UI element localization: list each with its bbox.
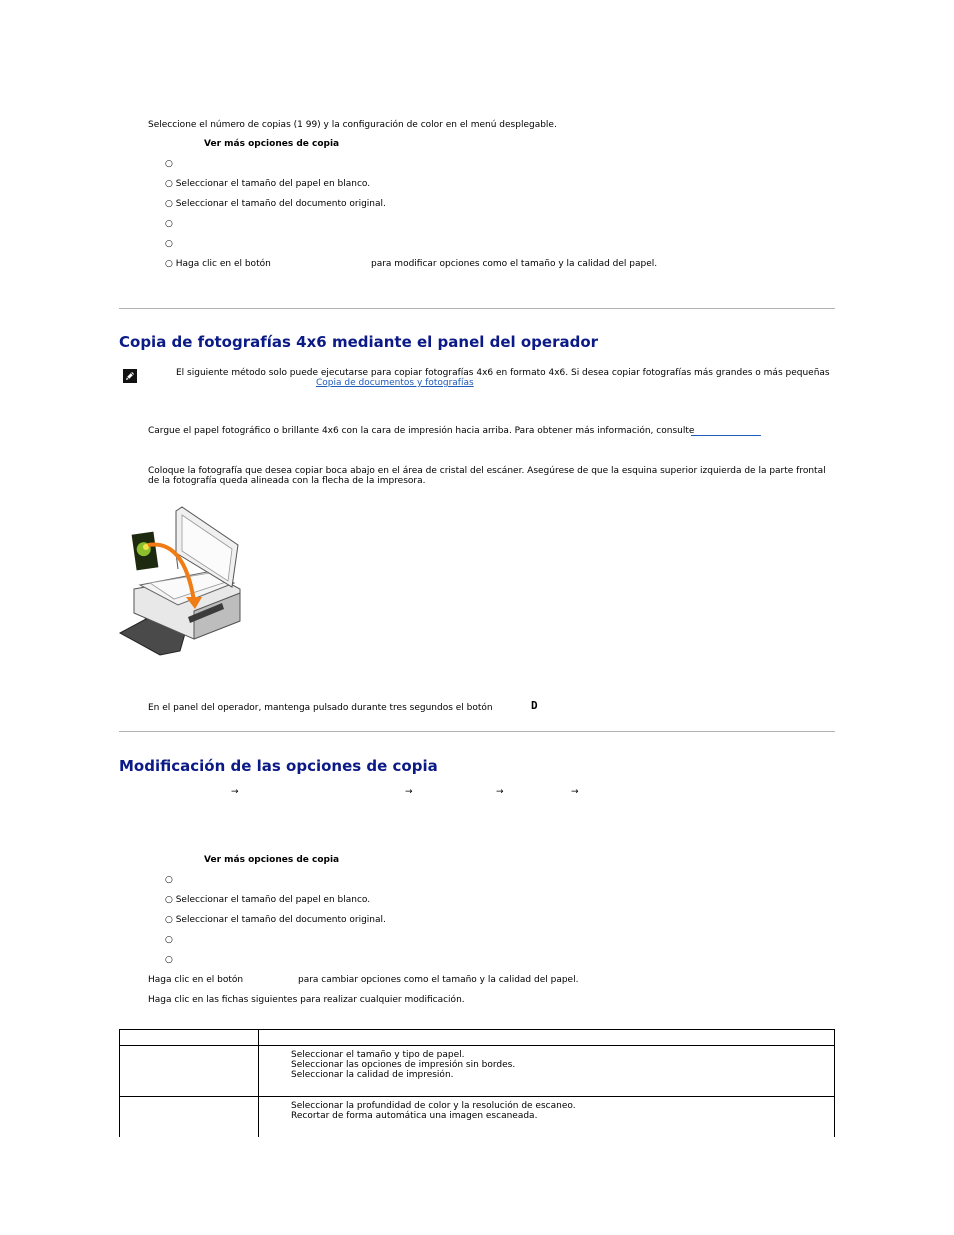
list-item: ○ xyxy=(165,219,173,229)
path-arrow: → xyxy=(231,787,239,797)
table-header-cell xyxy=(120,1030,259,1046)
table-row xyxy=(120,1046,835,1097)
advanced-prefix-text: Haga clic en el botón xyxy=(148,975,244,985)
section-title-modify-options: Modificación de las opciones de copia xyxy=(119,757,438,775)
link-load-paper[interactable] xyxy=(691,426,761,436)
path-arrow: → xyxy=(571,787,579,797)
table-header-cell xyxy=(259,1030,835,1046)
divider xyxy=(119,731,835,732)
table-cell-tab xyxy=(120,1046,259,1097)
step-select-copies: Seleccione el número de copias (1 99) y la configuración de color en el menú desplegable. xyxy=(148,120,557,130)
note-text: El siguiente método solo puede ejecutarse para copiar fotografías 4x6 en formato 4x6. Si desea copiar fotografías más grandes o más pequeñas xyxy=(176,368,830,378)
tabs-instruction: Haga clic en las fichas siguientes para realizar cualquier modificación. xyxy=(148,995,465,1005)
more-copy-options-heading: Ver más opciones de copia xyxy=(204,139,340,149)
path-arrow: → xyxy=(405,787,413,797)
copy-options-table xyxy=(119,1029,835,1137)
step-place-photo-line2: de la fotografía queda alineada con la flecha de la impresora. xyxy=(148,476,426,486)
advanced-suffix-text: para cambiar opciones como el tamaño y la calidad del papel. xyxy=(298,975,579,985)
table-header-row xyxy=(120,1030,835,1046)
table-cell-options xyxy=(259,1046,835,1097)
divider xyxy=(119,308,835,309)
copy-button-icon: D xyxy=(531,699,538,712)
option-line: Seleccionar la calidad de impresión. xyxy=(291,1070,454,1080)
option-line: Seleccionar las opciones de impresión sin bordes. xyxy=(291,1060,516,1070)
section-title-photo-copy: Copia de fotografías 4x6 mediante el panel del operador xyxy=(119,333,599,351)
option-line: Seleccionar la profundidad de color y la resolución de escaneo. xyxy=(291,1101,576,1111)
step-place-photo-line1: Coloque la fotografía que desea copiar boca abajo en el área de cristal del escáner. Asegúrese de que la esquina superior izquierda de la parte frontal xyxy=(148,466,826,476)
step-load-photo-paper: Cargue el papel fotográfico o brillante 4x6 con la cara de impresión hacia arriba. Para obtener más información, consulte xyxy=(148,426,695,436)
path-arrow: → xyxy=(496,787,504,797)
list-item: ○ xyxy=(165,239,173,249)
list-item: ○ Seleccionar el tamaño del papel en blanco. xyxy=(165,179,371,189)
list-item: ○ Seleccionar el tamaño del documento original. xyxy=(165,199,386,209)
list-item: ○ xyxy=(165,935,173,945)
list-item: ○ Seleccionar el tamaño del papel en blanco. xyxy=(165,895,371,905)
table-row xyxy=(120,1097,835,1137)
advanced-options-text: para modificar opciones como el tamaño y la calidad del papel. xyxy=(371,259,658,269)
option-line: Seleccionar el tamaño y tipo de papel. xyxy=(291,1050,465,1060)
list-item: ○ xyxy=(165,955,173,965)
more-copy-options-heading: Ver más opciones de copia xyxy=(204,855,340,865)
option-line: Recortar de forma automática una imagen escaneada. xyxy=(291,1111,538,1121)
list-item: ○ xyxy=(165,159,173,169)
note-pencil-icon xyxy=(123,368,137,382)
printer-scanner-illustration xyxy=(118,505,244,657)
table-cell-options xyxy=(259,1097,835,1137)
list-item: ○ Seleccionar el tamaño del documento original. xyxy=(165,915,386,925)
link-copy-documents-photos[interactable]: Copia de documentos y fotografías xyxy=(316,378,474,388)
list-item: ○ Haga clic en el botón xyxy=(165,259,271,269)
table-cell-tab xyxy=(120,1097,259,1137)
list-item: ○ xyxy=(165,875,173,885)
step-press-button: En el panel del operador, mantenga pulsado durante tres segundos el botón xyxy=(148,703,493,713)
